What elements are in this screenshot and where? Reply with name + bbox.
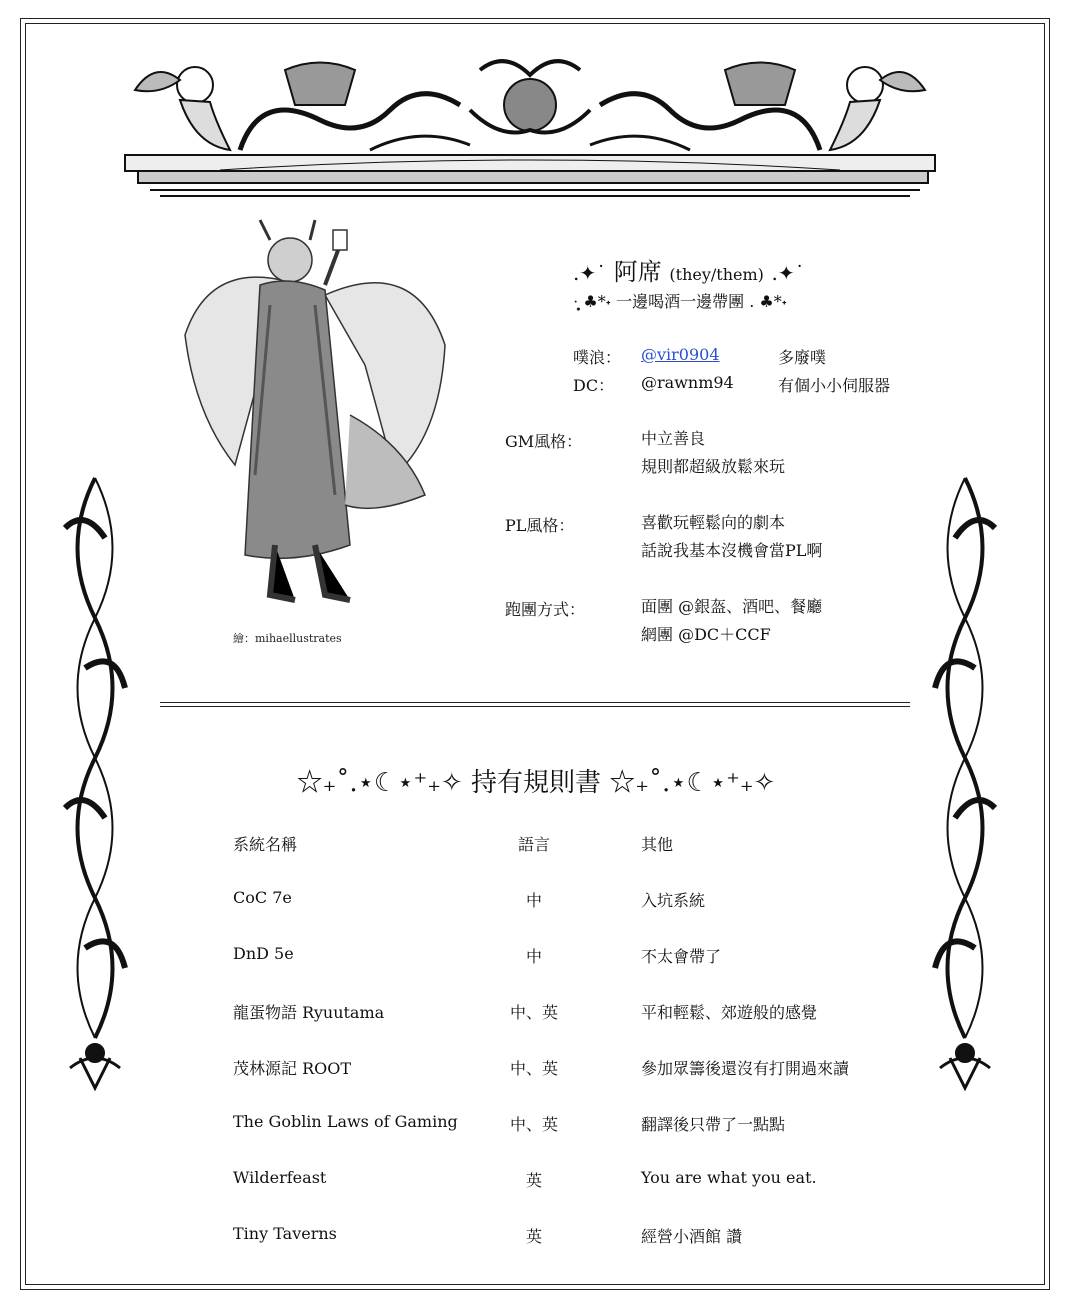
section-divider <box>160 706 910 707</box>
contact-plurk-note: 多廢噗 <box>778 348 827 367</box>
header-system-name: 系統名稱 <box>233 835 298 854</box>
contact-dc-label: DC： <box>573 376 615 395</box>
pl-style-values <box>641 509 822 565</box>
rulebook-name: The Goblin Laws of Gaming <box>233 1112 458 1131</box>
contact-plurk-label: 噗浪： <box>573 348 622 367</box>
subtitle-deco-right: . ♣*˖ <box>749 292 787 311</box>
baroque-header-ornament <box>120 50 940 210</box>
rulebook-note: 翻譯後只帶了一點點 <box>641 1115 786 1134</box>
rulebook-name: DnD 5e <box>233 944 294 963</box>
page-frame-inner <box>25 23 1045 1285</box>
header-other: 其他 <box>641 835 674 854</box>
rulebook-note: 入坑系統 <box>641 891 706 910</box>
gm-style-line: 規則都超級放鬆來玩 <box>641 457 786 476</box>
rulebook-lang: 中 <box>525 947 542 966</box>
rulebook-name: 茂林源記 ROOT <box>233 1059 352 1078</box>
rulebook-lang: 中 <box>525 891 542 910</box>
subtitle-deco-left: ·̩̩̥͙ ♣*˖ <box>573 292 612 311</box>
section-divider <box>160 702 910 703</box>
gm-style-values <box>641 425 785 481</box>
rulebook-lang: 中、英 <box>509 1115 558 1134</box>
rulebook-name: CoC 7e <box>233 888 292 907</box>
profile-subtitle <box>573 289 787 312</box>
rulebooks-title-text: 持有規則書 <box>470 768 601 798</box>
rulebook-lang: 英 <box>525 1227 542 1246</box>
profile-tagline: 一邊喝酒一邊帶團 <box>616 292 745 311</box>
pl-style-line: 喜歡玩輕鬆向的劇本 <box>641 513 786 532</box>
rulebook-name: Wilderfeast <box>233 1168 327 1187</box>
play-method-label: 跑團方式： <box>505 600 586 619</box>
rulebook-lang: 中、英 <box>509 1059 558 1078</box>
contact-dc-note: 有個小小伺服器 <box>778 376 891 395</box>
title-deco-left: .✦˙ <box>573 261 607 285</box>
play-method-line: 面團 @銀盔、酒吧、餐廳 <box>641 597 823 616</box>
rulebook-note: 不太會帶了 <box>641 947 722 966</box>
rulebook-note: 參加眾籌後還沒有打開過來讀 <box>641 1059 850 1078</box>
contact-plurk-link[interactable]: @vir0904 <box>641 345 720 364</box>
rulebook-note: 平和輕鬆、郊遊般的感覺 <box>641 1003 818 1022</box>
contact-dc-handle: @rawnm94 <box>641 373 734 392</box>
character-portrait <box>175 215 455 610</box>
rulebook-name: 龍蛋物語 Ryuutama <box>233 1003 385 1022</box>
pl-style-line: 話說我基本沒機會當PL啊 <box>641 541 823 560</box>
play-method-values <box>641 593 822 649</box>
play-method-line: 網團 @DC＋CCF <box>641 625 771 644</box>
header-language: 語言 <box>517 835 550 854</box>
title-deco-right: .✦˙ <box>771 261 805 285</box>
rulebook-note: You are what you eat. <box>641 1168 817 1187</box>
profile-name: 阿席 <box>613 258 662 286</box>
rulebooks-title-deco-right: ☆₊˚.⋆☾⋆⁺₊✧ <box>609 768 776 798</box>
profile-pronouns: (they/them) <box>669 265 764 284</box>
profile-title <box>573 252 805 287</box>
rulebook-name: Tiny Taverns <box>233 1224 337 1243</box>
rulebooks-title <box>0 762 1072 799</box>
pl-style-label: PL風格： <box>505 516 575 535</box>
rulebook-lang: 英 <box>525 1171 542 1190</box>
rulebook-note: 經營小酒館 讚 <box>641 1227 743 1246</box>
gm-style-label: GM風格： <box>505 432 583 451</box>
rulebook-lang: 中、英 <box>509 1003 558 1022</box>
rulebooks-title-deco-left: ☆₊˚.⋆☾⋆⁺₊✧ <box>296 768 463 798</box>
gm-style-line: 中立善良 <box>641 429 706 448</box>
illustration-credit: 繪：mihaellustrates <box>233 632 342 645</box>
